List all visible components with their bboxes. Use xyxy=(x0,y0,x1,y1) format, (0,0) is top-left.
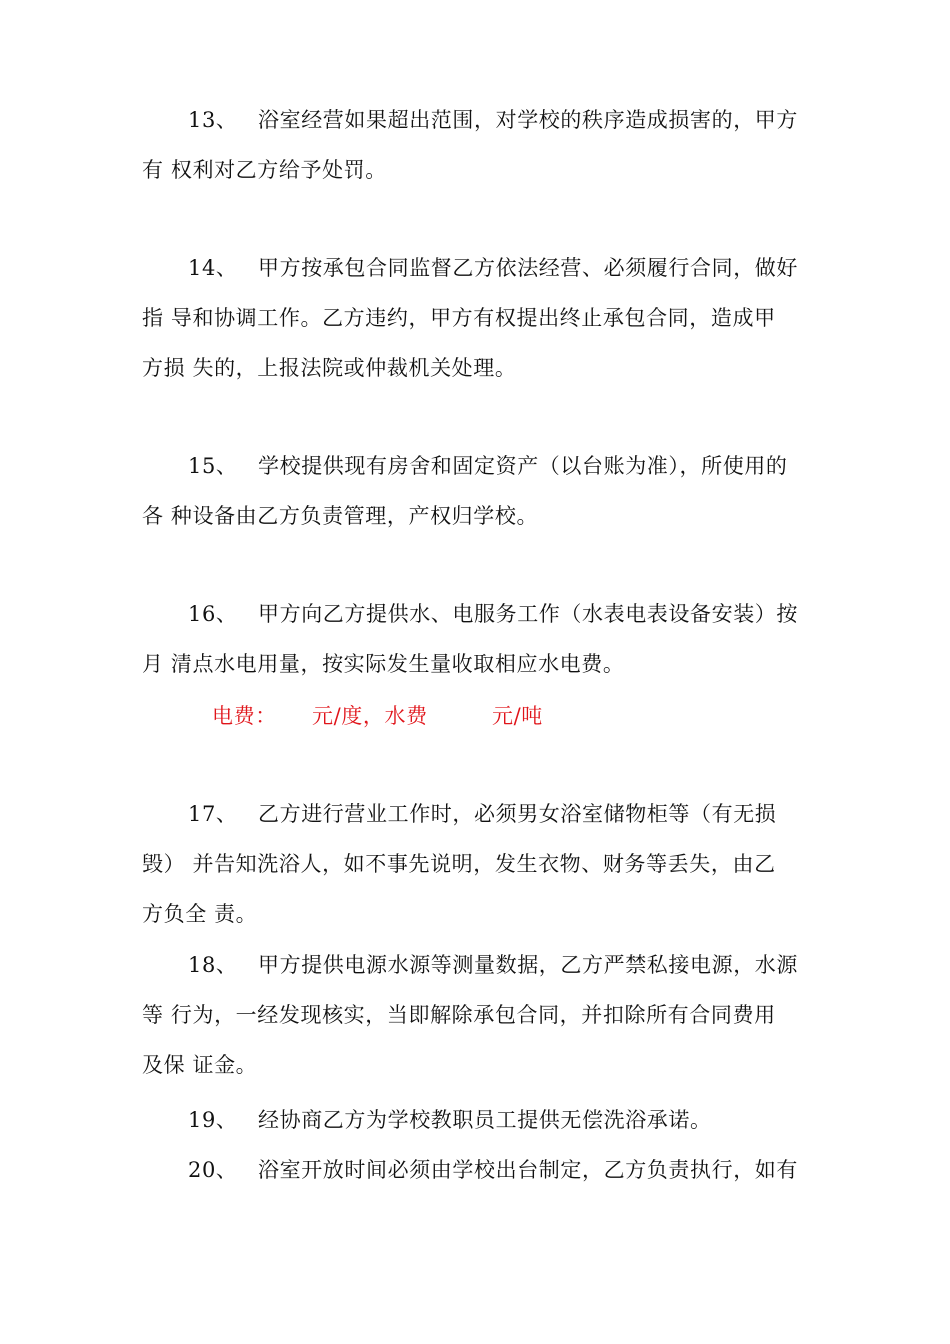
clause-number: 17、 xyxy=(188,802,238,826)
water-fee-unit: 元/吨 xyxy=(492,704,543,728)
clause-19-line-1: 19、 经协商乙方为学校教职员工提供无偿洗浴承诺。 xyxy=(142,1105,818,1135)
clause-number: 16、 xyxy=(188,602,238,626)
clause-14-line-2: 指 导和协调工作。乙方违约，甲方有权提出终止承包合同，造成甲 xyxy=(142,306,776,330)
clause-17-line-3: 方负全 责。 xyxy=(142,902,258,926)
clause-number: 14、 xyxy=(188,256,238,280)
clause-16-line-2: 月 清点水电用量，按实际发生量收取相应水电费。 xyxy=(142,652,625,676)
clause-18-line-3: 及保 证金。 xyxy=(142,1053,258,1077)
clause-15-line-2: 各 种设备由乙方负责管理，产权归学校。 xyxy=(142,504,539,528)
clause-number: 13、 xyxy=(188,108,238,132)
clause-18-line-1: 18、 甲方提供电源水源等测量数据，乙方严禁私接电源，水源 xyxy=(142,950,818,980)
clause-13-line-1: 13、 浴室经营如果超出范围，对学校的秩序造成损害的，甲方 xyxy=(142,105,818,135)
clause-number: 20、 xyxy=(188,1158,238,1182)
clause-17-line-1: 17、 乙方进行营业工作时，必须男女浴室储物柜等（有无损 xyxy=(142,799,818,829)
clause-15-line-1: 15、 学校提供现有房舍和固定资产（以台账为准），所使用的 xyxy=(142,451,818,481)
fee-line xyxy=(142,701,818,731)
clause-number: 15、 xyxy=(188,454,238,478)
clause-number: 19、 xyxy=(188,1108,238,1132)
clause-14-line-1: 14、 甲方按承包合同监督乙方依法经营、必须履行合同，做好 xyxy=(142,253,818,283)
electric-fee-label: 电费： xyxy=(212,704,277,728)
clause-16-line-1: 16、 甲方向乙方提供水、电服务工作（水表电表设备安装）按 xyxy=(142,599,818,629)
clause-13-line-2: 有 权利对乙方给予处罚。 xyxy=(142,158,387,182)
clause-20-line-1: 20、 浴室开放时间必须由学校出台制定，乙方负责执行，如有 xyxy=(142,1155,818,1185)
electric-fee-unit: 元/度，水费 xyxy=(312,704,428,728)
clause-number: 18、 xyxy=(188,953,238,977)
clause-17-line-2: 毁） 并告知洗浴人，如不事先说明，发生衣物、财务等丢失，由乙 xyxy=(142,852,776,876)
clause-18-line-2: 等 行为，一经发现核实，当即解除承包合同，并扣除所有合同费用 xyxy=(142,1003,776,1027)
clause-14-line-3: 方损 失的，上报法院或仲裁机关处理。 xyxy=(142,356,517,380)
